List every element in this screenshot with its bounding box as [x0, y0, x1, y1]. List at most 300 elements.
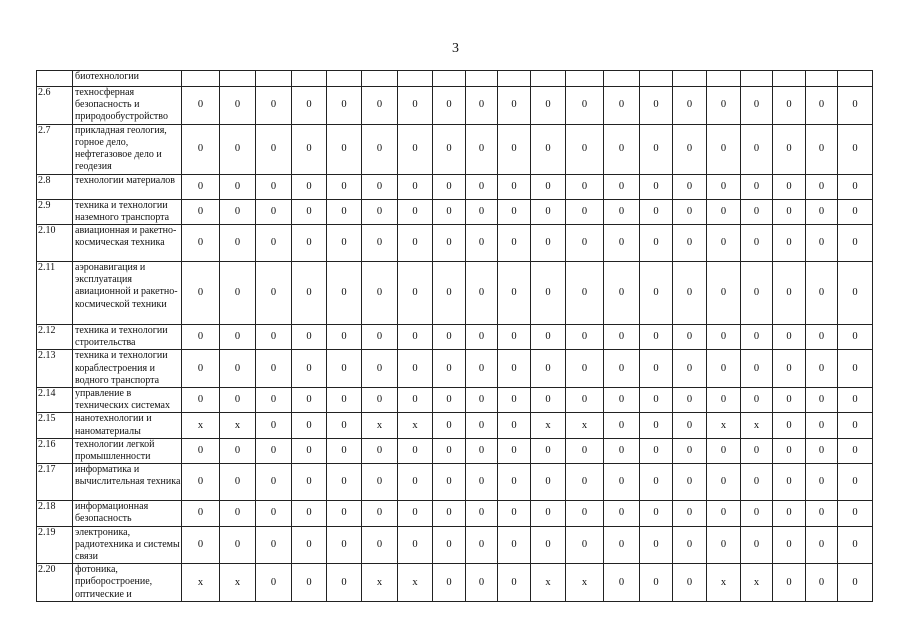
table-cell: 0: [707, 438, 741, 463]
table-cell: 0: [498, 413, 531, 438]
table-cell: 0: [433, 124, 466, 174]
table-cell: 0: [773, 526, 806, 564]
table-cell: 0: [604, 464, 640, 501]
table-cell: 0: [327, 262, 362, 325]
table-cell: 0: [773, 262, 806, 325]
table-row: [37, 87, 873, 125]
table-cell: 0: [806, 526, 838, 564]
table-cell: 0: [838, 124, 873, 174]
table-cell: 0: [806, 124, 838, 174]
table-cell: [604, 71, 640, 87]
table-cell: x: [531, 413, 566, 438]
table-cell: 0: [433, 526, 466, 564]
row-label: техника и технологии строительства: [73, 325, 182, 350]
table-cell: [220, 71, 256, 87]
table-cell: [707, 71, 741, 87]
table-cell: 0: [604, 388, 640, 413]
table-cell: 0: [362, 388, 398, 413]
table-cell: 0: [327, 438, 362, 463]
table-cell: 0: [327, 350, 362, 388]
table-row: [37, 262, 873, 325]
table-cell: 0: [640, 174, 673, 199]
table-cell: 0: [773, 388, 806, 413]
table-cell: 0: [531, 262, 566, 325]
table-cell: 0: [398, 124, 433, 174]
table-cell: 0: [220, 501, 256, 526]
row-label: техника и технологии наземного транспорта: [73, 199, 182, 224]
table-cell: 0: [327, 464, 362, 501]
table-cell: 0: [566, 124, 604, 174]
table-cell: 0: [466, 325, 498, 350]
table-cell: 0: [220, 325, 256, 350]
table-cell: 0: [466, 413, 498, 438]
table-cell: 0: [362, 174, 398, 199]
table-cell: 0: [362, 464, 398, 501]
table-cell: 0: [741, 262, 773, 325]
row-label: управление в технических системах: [73, 388, 182, 413]
table-cell: 0: [398, 350, 433, 388]
table-cell: 0: [531, 225, 566, 262]
table-cell: 0: [806, 564, 838, 602]
table-cell: 0: [838, 501, 873, 526]
table-cell: [362, 71, 398, 87]
table-cell: 0: [773, 438, 806, 463]
table-cell: 0: [838, 262, 873, 325]
table-row: [37, 501, 873, 526]
table-cell: 0: [398, 325, 433, 350]
table-cell: x: [707, 413, 741, 438]
table-cell: 0: [640, 262, 673, 325]
table-cell: [741, 71, 773, 87]
table-cell: 0: [773, 325, 806, 350]
table-cell: 0: [707, 124, 741, 174]
table-cell: 0: [640, 501, 673, 526]
table-cell: 0: [838, 413, 873, 438]
table-cell: 0: [182, 174, 220, 199]
table-cell: 0: [566, 438, 604, 463]
table-cell: 0: [327, 413, 362, 438]
table-cell: 0: [773, 87, 806, 125]
table-row: [37, 526, 873, 564]
table-cell: 0: [466, 124, 498, 174]
row-number: 2.6: [37, 87, 73, 125]
table-cell: 0: [838, 388, 873, 413]
row-label: информационная безопасность: [73, 501, 182, 526]
table-cell: [773, 71, 806, 87]
table-cell: 0: [806, 501, 838, 526]
table-cell: [806, 71, 838, 87]
table-cell: 0: [327, 174, 362, 199]
row-label: биотехнологии: [73, 71, 182, 87]
table-cell: 0: [498, 501, 531, 526]
table-cell: 0: [741, 464, 773, 501]
table-cell: 0: [256, 501, 292, 526]
table-cell: 0: [292, 564, 327, 602]
row-label: информатика и вычислительная техника: [73, 464, 182, 501]
table-cell: 0: [838, 87, 873, 125]
table-cell: 0: [640, 225, 673, 262]
table-cell: 0: [707, 199, 741, 224]
table-cell: 0: [292, 225, 327, 262]
table-cell: 0: [398, 262, 433, 325]
table-cell: 0: [256, 87, 292, 125]
table-cell: 0: [466, 501, 498, 526]
table-cell: x: [741, 413, 773, 438]
row-label: аэронавигация и эксплуатация авиационной и ракетно-космической техники: [73, 262, 182, 325]
table-cell: 0: [292, 464, 327, 501]
table-cell: 0: [256, 262, 292, 325]
table-cell: 0: [433, 87, 466, 125]
page-number: 3: [452, 41, 459, 56]
table-cell: 0: [362, 87, 398, 125]
row-label: авиационная и ракетно-космическая техника: [73, 225, 182, 262]
table-cell: 0: [566, 501, 604, 526]
table-cell: 0: [362, 438, 398, 463]
table-cell: 0: [220, 174, 256, 199]
table-cell: 0: [466, 350, 498, 388]
table-cell: [182, 71, 220, 87]
table-cell: 0: [466, 564, 498, 602]
table-cell: 0: [433, 564, 466, 602]
table-cell: 0: [327, 87, 362, 125]
table-cell: 0: [531, 464, 566, 501]
table-cell: 0: [640, 199, 673, 224]
table-cell: 0: [773, 564, 806, 602]
table-cell: 0: [604, 124, 640, 174]
table-cell: 0: [673, 413, 707, 438]
table-cell: 0: [604, 325, 640, 350]
table-cell: 0: [673, 501, 707, 526]
table-cell: 0: [182, 438, 220, 463]
table-cell: 0: [531, 325, 566, 350]
table-cell: 0: [673, 199, 707, 224]
table-row: [37, 438, 873, 463]
table-cell: 0: [707, 350, 741, 388]
table-row: [37, 325, 873, 350]
table-cell: x: [362, 564, 398, 602]
table-cell: 0: [604, 564, 640, 602]
table-cell: 0: [566, 526, 604, 564]
table-cell: 0: [741, 199, 773, 224]
table-cell: 0: [398, 174, 433, 199]
table-cell: 0: [466, 262, 498, 325]
table-cell: 0: [604, 526, 640, 564]
table-cell: 0: [398, 526, 433, 564]
table-cell: 0: [466, 464, 498, 501]
table-cell: 0: [838, 464, 873, 501]
table-cell: 0: [741, 174, 773, 199]
table-cell: 0: [604, 438, 640, 463]
table-cell: 0: [256, 199, 292, 224]
table-cell: 0: [182, 501, 220, 526]
table-cell: 0: [498, 174, 531, 199]
table-cell: 0: [182, 124, 220, 174]
table-cell: [640, 71, 673, 87]
table-cell: 0: [566, 325, 604, 350]
table-cell: 0: [256, 124, 292, 174]
table-cell: x: [566, 413, 604, 438]
table-cell: 0: [398, 225, 433, 262]
table-cell: 0: [498, 438, 531, 463]
table-cell: 0: [398, 388, 433, 413]
table-cell: 0: [466, 225, 498, 262]
row-number: 2.17: [37, 464, 73, 501]
table-cell: 0: [182, 388, 220, 413]
table-cell: 0: [466, 87, 498, 125]
table-row: [37, 413, 873, 438]
table-cell: 0: [673, 124, 707, 174]
table-cell: 0: [673, 526, 707, 564]
table-cell: 0: [640, 564, 673, 602]
table-cell: 0: [220, 388, 256, 413]
table-cell: 0: [604, 225, 640, 262]
table-cell: 0: [433, 413, 466, 438]
table-cell: 0: [566, 388, 604, 413]
table-cell: 0: [498, 350, 531, 388]
table-cell: 0: [498, 325, 531, 350]
table-cell: 0: [498, 526, 531, 564]
row-number: 2.10: [37, 225, 73, 262]
table-cell: 0: [640, 350, 673, 388]
table-cell: 0: [806, 350, 838, 388]
table-cell: 0: [806, 87, 838, 125]
table-cell: 0: [466, 526, 498, 564]
table-cell: 0: [256, 225, 292, 262]
table-cell: 0: [640, 438, 673, 463]
table-cell: [566, 71, 604, 87]
table-cell: 0: [292, 199, 327, 224]
table-cell: 0: [531, 526, 566, 564]
table-cell: x: [220, 564, 256, 602]
row-number: 2.8: [37, 174, 73, 199]
table-cell: 0: [773, 199, 806, 224]
table-cell: [838, 71, 873, 87]
table-cell: 0: [673, 388, 707, 413]
row-number: 2.14: [37, 388, 73, 413]
table-cell: 0: [433, 174, 466, 199]
row-label: прикладная геология, горное дело, нефтегазовое дело и геодезия: [73, 124, 182, 174]
row-number: 2.20: [37, 564, 73, 602]
table-cell: 0: [498, 199, 531, 224]
table-cell: 0: [673, 464, 707, 501]
table-cell: 0: [182, 87, 220, 125]
table-cell: 0: [673, 350, 707, 388]
table-cell: 0: [604, 87, 640, 125]
table-cell: 0: [640, 87, 673, 125]
row-number: 2.16: [37, 438, 73, 463]
table-cell: 0: [604, 199, 640, 224]
table-cell: 0: [466, 174, 498, 199]
row-label: технологии материалов: [73, 174, 182, 199]
table-cell: 0: [292, 262, 327, 325]
table-cell: 0: [806, 174, 838, 199]
table-cell: 0: [292, 350, 327, 388]
row-label: техносферная безопасность и природообустройство: [73, 87, 182, 125]
table-cell: 0: [433, 225, 466, 262]
table-cell: 0: [362, 199, 398, 224]
table-cell: 0: [604, 350, 640, 388]
table-cell: 0: [256, 174, 292, 199]
table-cell: 0: [604, 413, 640, 438]
table-cell: 0: [327, 388, 362, 413]
table-cell: 0: [707, 526, 741, 564]
table-cell: 0: [741, 124, 773, 174]
table-cell: 0: [566, 262, 604, 325]
table-cell: [433, 71, 466, 87]
table-cell: 0: [498, 87, 531, 125]
table-cell: [498, 71, 531, 87]
table-cell: 0: [398, 199, 433, 224]
table-cell: 0: [773, 174, 806, 199]
table-cell: 0: [741, 438, 773, 463]
table-cell: 0: [673, 438, 707, 463]
table-row: [37, 199, 873, 224]
table-cell: 0: [806, 262, 838, 325]
table-cell: 0: [433, 388, 466, 413]
table-cell: 0: [433, 350, 466, 388]
table-cell: 0: [292, 87, 327, 125]
table-cell: x: [362, 413, 398, 438]
table-cell: x: [741, 564, 773, 602]
table-cell: 0: [773, 413, 806, 438]
table-cell: 0: [433, 464, 466, 501]
table-cell: 0: [327, 124, 362, 174]
table-cell: 0: [566, 87, 604, 125]
table-row: [37, 71, 873, 87]
table-cell: 0: [498, 464, 531, 501]
row-number: 2.7: [37, 124, 73, 174]
row-number: 2.9: [37, 199, 73, 224]
row-label: фотоника, приборостроение, оптические и: [73, 564, 182, 602]
table-cell: 0: [673, 325, 707, 350]
table-cell: 0: [498, 388, 531, 413]
table-cell: 0: [531, 388, 566, 413]
table-cell: 0: [806, 438, 838, 463]
table-cell: 0: [707, 325, 741, 350]
table-cell: 0: [640, 325, 673, 350]
table-cell: 0: [673, 564, 707, 602]
table-cell: 0: [566, 225, 604, 262]
table-cell: 0: [838, 225, 873, 262]
row-number: 2.15: [37, 413, 73, 438]
table-cell: 0: [182, 325, 220, 350]
table-cell: 0: [806, 464, 838, 501]
table-cell: [398, 71, 433, 87]
table-cell: 0: [531, 174, 566, 199]
table-cell: 0: [838, 438, 873, 463]
table-cell: 0: [220, 526, 256, 564]
table-cell: 0: [327, 199, 362, 224]
table-cell: 0: [640, 124, 673, 174]
table-cell: 0: [498, 262, 531, 325]
table-cell: 0: [773, 225, 806, 262]
table-cell: 0: [566, 350, 604, 388]
table-cell: 0: [707, 87, 741, 125]
table-cell: 0: [327, 501, 362, 526]
table-cell: 0: [806, 199, 838, 224]
table-cell: 0: [707, 262, 741, 325]
table-cell: 0: [220, 464, 256, 501]
row-label: техника и технологии кораблестроения и водного транспорта: [73, 350, 182, 388]
table-cell: 0: [640, 413, 673, 438]
table-cell: 0: [673, 87, 707, 125]
table-row: [37, 124, 873, 174]
table-cell: 0: [806, 325, 838, 350]
table-cell: 0: [838, 526, 873, 564]
table-cell: 0: [838, 564, 873, 602]
table-cell: 0: [398, 501, 433, 526]
table-cell: 0: [466, 199, 498, 224]
table-cell: 0: [531, 199, 566, 224]
table-cell: x: [398, 413, 433, 438]
table-cell: 0: [531, 438, 566, 463]
table-cell: x: [220, 413, 256, 438]
table-cell: 0: [707, 225, 741, 262]
table-cell: 0: [220, 262, 256, 325]
table-cell: 0: [292, 438, 327, 463]
row-number: 2.12: [37, 325, 73, 350]
table-cell: 0: [327, 564, 362, 602]
row-number: 2.18: [37, 501, 73, 526]
table-cell: 0: [362, 325, 398, 350]
table-cell: 0: [292, 388, 327, 413]
table-cell: 0: [806, 388, 838, 413]
table-cell: 0: [220, 225, 256, 262]
table-cell: [673, 71, 707, 87]
table-cell: [292, 71, 327, 87]
table-cell: 0: [838, 174, 873, 199]
table-cell: 0: [773, 464, 806, 501]
table-cell: 0: [604, 262, 640, 325]
table-cell: 0: [838, 350, 873, 388]
table-row: [37, 350, 873, 388]
table-cell: [256, 71, 292, 87]
table-cell: 0: [362, 350, 398, 388]
table-cell: 0: [806, 225, 838, 262]
table-cell: 0: [327, 526, 362, 564]
data-table: [36, 70, 873, 602]
table-cell: 0: [398, 464, 433, 501]
table-cell: 0: [327, 325, 362, 350]
table-cell: 0: [292, 325, 327, 350]
table-cell: 0: [673, 225, 707, 262]
table-cell: 0: [531, 501, 566, 526]
table-cell: 0: [220, 350, 256, 388]
table-cell: 0: [741, 388, 773, 413]
table-cell: 0: [182, 225, 220, 262]
table-cell: 0: [741, 526, 773, 564]
table-cell: 0: [256, 350, 292, 388]
table-cell: 0: [806, 413, 838, 438]
table-cell: 0: [640, 464, 673, 501]
table-cell: 0: [773, 124, 806, 174]
table-cell: 0: [741, 325, 773, 350]
table-cell: 0: [292, 413, 327, 438]
table-cell: x: [182, 564, 220, 602]
row-label: электроника, радиотехника и системы связи: [73, 526, 182, 564]
table-body: [37, 71, 873, 602]
table-cell: 0: [604, 501, 640, 526]
table-cell: 0: [292, 124, 327, 174]
table-cell: 0: [707, 501, 741, 526]
table-cell: 0: [838, 199, 873, 224]
table-cell: 0: [256, 564, 292, 602]
table-cell: x: [566, 564, 604, 602]
table-cell: 0: [362, 501, 398, 526]
table-cell: 0: [182, 350, 220, 388]
row-number: [37, 71, 73, 87]
table-cell: 0: [362, 225, 398, 262]
